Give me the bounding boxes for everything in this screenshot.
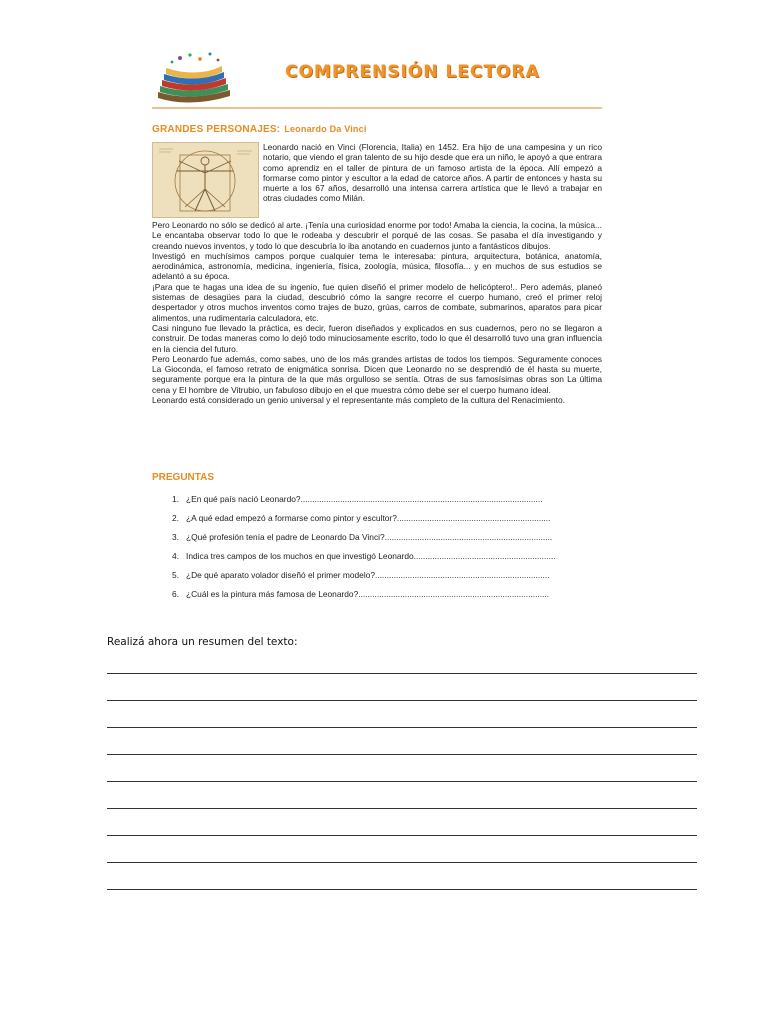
answer-line[interactable] <box>107 662 697 674</box>
answer-line[interactable] <box>107 782 697 809</box>
paragraph: Pero Leonardo fue además, como sabes, uno de los más grandes artistas de todos los tiempos. Seguramente conoces La Gioconda, el famoso retrato de enigmática sonrisa. Dicen que Leonardo no se desprendió de él hasta su muerte, seguramente porque era la pintura de la que más orgulloso se sentía. Otras de sus famosísimas obras son La última cena y El hombre de Vitrubio, un fabuloso dibujo en el que muestra cómo debe ser el cuerpo humano ideal. <box>152 353 602 395</box>
paragraph: Pero Leonardo no sólo se dedicó al arte. ¡Tenía una curiosidad enorme por todo! Amaba la ciencia, la cocina, la música... Le encantaba observar todo lo que le rodeaba y descubrir el porqué de las cosas. Se pasaba el día investigando y creando nuevos inventos, y todo lo que descubría lo iba anotando en cuadernos junto a fantásticos dibujos. <box>152 220 602 251</box>
answer-line[interactable] <box>107 755 697 782</box>
answer-line[interactable] <box>107 674 697 701</box>
section-heading <box>152 124 367 135</box>
paragraph: Casi ninguno fue llevado la práctica, es decir, fueron diseñados y explicados en sus cuadernos, pero no se llegaron a construir. De todas maneras como lo dejó todo minuciosamente escrito, todo lo que él desarrolló tuvo una gran influencia en la ciencia del futuro. <box>152 322 602 354</box>
answer-lines <box>107 662 697 890</box>
questions-list <box>172 490 592 604</box>
question-item: 1. ¿En qué país nació Leonardo?........................................................................................................ <box>172 494 543 504</box>
section-heading-label: GRANDES PERSONAJES: <box>152 124 281 135</box>
books-icon <box>150 50 238 106</box>
question-item: 2. ¿A qué edad empezó a formarse como pintor y escultor?.................................................................. <box>172 513 551 523</box>
paragraph: ¡Para que te hagas una idea de su ingenio, fue quien diseñó el primer modelo de helicóptero!.. Pero además, planeó sistemas de desagües para la ciudad, descubrió cómo la sangre recorre el cuerpo humano, creó el primer reloj despertador y otros muchos inventos como trajes de buzo, grúas, carros de combate, submarinos, aparatos para picar alimentos, una rudimentaria calculadora, etc. <box>152 281 602 323</box>
answer-line[interactable] <box>107 728 697 755</box>
question-item: 5. ¿De qué aparato volador diseñó el primer modelo?........................................................................... <box>172 570 550 580</box>
answer-line[interactable] <box>107 809 697 836</box>
question-item: 4. Indica tres campos de los muchos en que investigó Leonardo............................................................. <box>172 551 556 561</box>
vitruvian-man-drawing <box>152 142 259 218</box>
paragraph: Investigó en muchísimos campos porque cualquier tema le interesaba: pintura, arquitectura, botánica, anatomía, aerodinámica, astronomía, medicina, ingeniería, física, zoología, música, filosofía... y en muchos de sus estudios se adelantó a su época. <box>152 250 602 282</box>
paragraph: Leonardo está considerado un genio universal y el representante más completo de la cultura del Renacimiento. <box>152 395 565 406</box>
section-subject: Leonardo Da Vinci <box>284 124 367 134</box>
answer-line[interactable] <box>107 836 697 863</box>
question-item: 3. ¿Qué profesión tenía el padre de Leonardo Da Vinci?........................................................................ <box>172 532 553 542</box>
summary-prompt: Realizá ahora un resumen del texto: <box>107 636 298 648</box>
question-item: 6. ¿Cuál es la pintura más famosa de Leonardo?.................................................................................. <box>172 589 550 599</box>
page-title: COMPRENSIÓN LECTORA <box>285 62 540 82</box>
questions-heading: PREGUNTAS <box>152 472 215 483</box>
header-divider <box>152 107 602 109</box>
intro-paragraph: Leonardo nació en Vinci (Florencia, Italia) en 1452. Era hijo de una campesina y un rico notario, que viendo el gran talento de su hijo desde que era un niño, le apoyó a que entrara como aprendiz en el taller de pintura de un famoso artista de la época. Allí empezó a formarse como pintor y escultor a la edad de catorce años. A partir de entonces y hasta su muerte a los 67 años, desarrolló una intensa carrera artística que le llevó a trabajar en otras ciudades como Milán. <box>263 142 602 204</box>
article-body <box>152 220 602 405</box>
answer-line[interactable] <box>107 863 697 890</box>
answer-line[interactable] <box>107 701 697 728</box>
